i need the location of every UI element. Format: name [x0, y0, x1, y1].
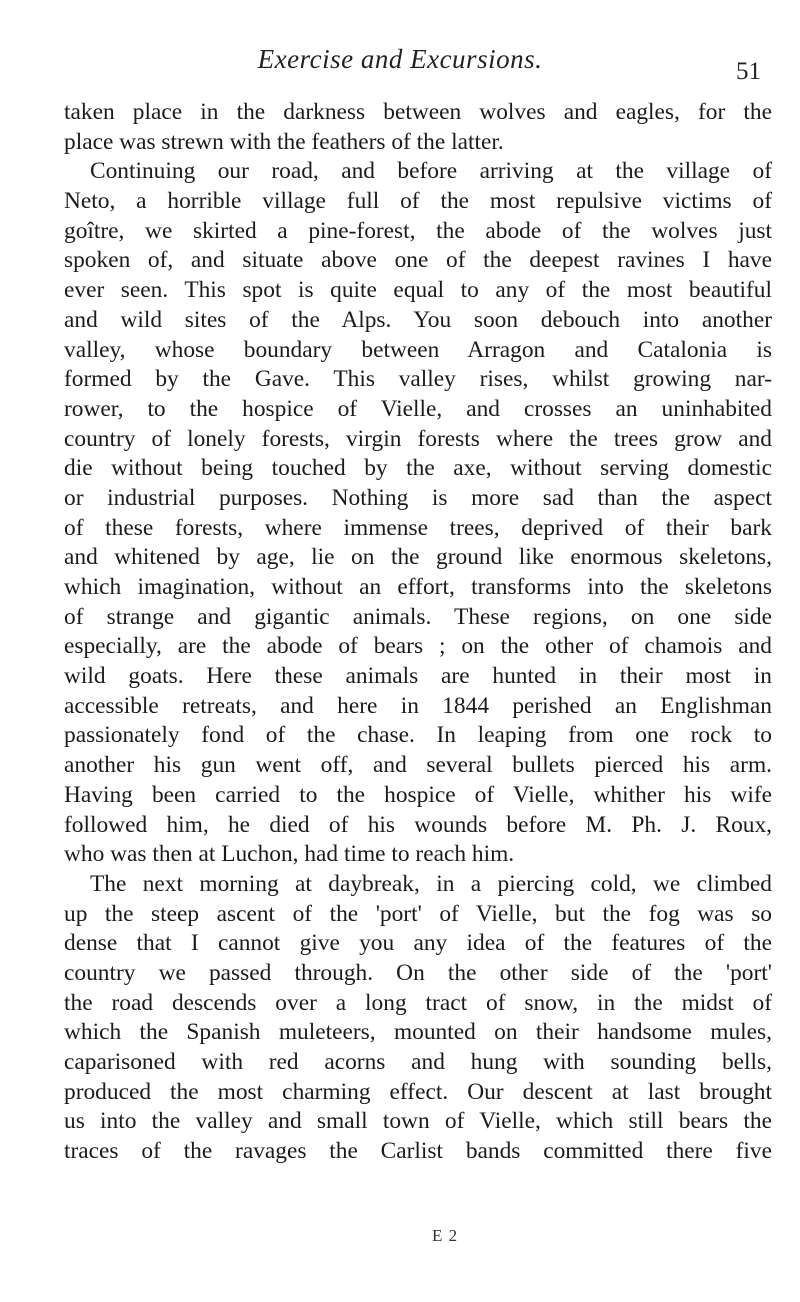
text-line: country we passed through. On the other side of the 'port': [64, 959, 772, 986]
text-line: up the steep ascent of the 'port' of Vielle, but the fog was so: [64, 900, 772, 927]
text-line: place was strewn with the feathers of the latter.: [64, 128, 504, 155]
text-line: Neto, a horrible village full of the most repulsive victims of: [64, 188, 772, 215]
text-line: the road descends over a long tract of snow, in the midst of: [64, 989, 772, 1016]
text-line: Having been carried to the hospice of Vielle, whither his wife: [64, 781, 772, 808]
text-line: which imagination, without an effort, transforms into the skeletons: [64, 574, 772, 600]
text-line: or industrial purposes. Nothing is more sad than the aspect: [64, 484, 772, 511]
text-line: accessible retreats, and here in 1844 perished an Englishman: [64, 692, 772, 719]
text-line: of these forests, where immense trees, deprived of their bark: [64, 514, 772, 541]
text-line: dense that I cannot give you any idea of the features of the: [64, 930, 772, 957]
signature-mark: E 2: [432, 1226, 459, 1245]
running-title: Exercise and Excursions.: [257, 44, 543, 74]
text-line: taken place in the darkness between wolves and eagles, for the: [64, 99, 772, 125]
text-line: rower, to the hospice of Vielle, and crosses an uninhabited: [64, 395, 772, 422]
text-line: especially, are the abode of bears ; on the other of chamois and: [64, 633, 772, 660]
text-line: and whitened by age, lie on the ground like enormous skeletons,: [64, 544, 772, 571]
text-line: country of lonely forests, virgin forests where the trees grow and: [64, 425, 772, 452]
text-line: Continuing our road, and before arriving at the village of: [90, 158, 772, 185]
text-line: passionately fond of the chase. In leaping from one rock to: [64, 722, 772, 749]
text-line: spoken of, and situate above one of the deepest ravines I have: [64, 247, 772, 274]
text-line: formed by the Gave. This valley rises, whilst growing nar-: [64, 366, 772, 393]
text-line: die without being touched by the axe, without serving domestic: [64, 455, 772, 482]
text-line: who was then at Luchon, had time to reach him.: [64, 841, 515, 868]
text-line: goître, we skirted a pine-forest, the abode of the wolves just: [64, 217, 772, 244]
text-line: followed him, he died of his wounds before M. Ph. J. Roux,: [64, 811, 772, 838]
text-line: wild goats. Here these animals are hunted in their most in: [64, 663, 772, 690]
text-line: ever seen. This spot is quite equal to any of the most beautiful: [64, 277, 772, 304]
page-number: 51: [736, 58, 761, 85]
text-line: and wild sites of the Alps. You soon debouch into another: [64, 306, 772, 333]
body-text: [64, 98, 772, 1167]
text-line: produced the most charming effect. Our descent at last brought: [64, 1078, 772, 1105]
text-line: which the Spanish muleteers, mounted on their handsome mules,: [64, 1019, 772, 1046]
text-line: traces of the ravages the Carlist bands committed there five: [64, 1138, 772, 1165]
text-line: The next morning at daybreak, in a piercing cold, we climbed: [90, 870, 772, 897]
text-line: of strange and gigantic animals. These regions, on one side: [64, 603, 772, 630]
text-line: us into the valley and small town of Vielle, which still bears the: [64, 1108, 772, 1135]
text-line: valley, whose boundary between Arragon and Catalonia is: [64, 336, 772, 363]
text-line: another his gun went off, and several bullets pierced his arm.: [64, 752, 772, 779]
text-line: caparisoned with red acorns and hung with sounding bells,: [64, 1049, 772, 1075]
